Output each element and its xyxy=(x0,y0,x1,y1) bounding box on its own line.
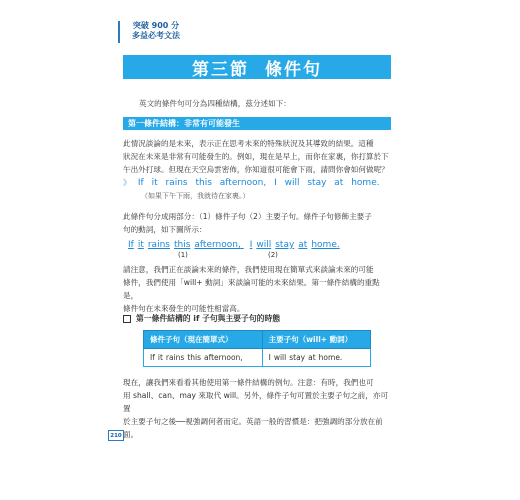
table-cell-main xyxy=(262,349,370,367)
clause-word: I xyxy=(249,240,253,250)
paragraph-line: 此條件句分成兩部分：（1）條件子句（2）主要子句。條件子句修飾主要子 xyxy=(123,212,372,221)
page-number: 210 xyxy=(108,430,124,441)
cell-word: I xyxy=(268,353,271,362)
clause-word: home. xyxy=(311,240,340,250)
cell-word: will xyxy=(273,353,287,362)
table-header-main: 主要子句（will+ 動詞） xyxy=(262,331,370,349)
book-tag xyxy=(118,21,188,43)
cell-word: stay xyxy=(289,353,306,362)
paragraph-line: 條件，我們使用「will+ 動詞」來談論可能的未來結果。第一條件結構的重點是， xyxy=(123,278,380,300)
clause-number-2: (2) xyxy=(268,251,278,259)
cell-word: home. xyxy=(318,353,343,362)
checkbox-icon xyxy=(123,315,131,323)
clause-word: will xyxy=(256,240,272,250)
book-tag-line1: 突破 900 分 xyxy=(132,21,180,30)
condition-clause xyxy=(128,240,244,250)
cell-word: it xyxy=(157,353,163,362)
example-word: stay xyxy=(307,178,327,188)
tense-table xyxy=(143,330,371,367)
example-word: afternoon, xyxy=(219,178,267,188)
cell-word: at xyxy=(308,353,316,362)
cell-word: afternoon, xyxy=(204,353,243,362)
paragraph-line: 條件句在未來發生的可能性相當高。 xyxy=(123,304,245,313)
paragraph-line: 午出外打球。但現在天空烏雲密佈，你知道很可能會下雨，請問你會如何做呢？ xyxy=(123,165,389,174)
table-row xyxy=(144,349,371,367)
clause-word: rains xyxy=(147,240,170,250)
paragraph-line: 於主要子句之後──視強調何者而定。英語一般的習慣是：把強調的部分放在前 xyxy=(123,417,383,426)
example-sentence xyxy=(123,177,385,188)
paragraph-line: 面。 xyxy=(123,430,139,439)
clause-number-1: (1) xyxy=(178,251,188,259)
table-heading-text: 第一條件結構的 if 子句與主要子句的時態 xyxy=(136,314,281,323)
clause-word: stay xyxy=(275,240,295,250)
paragraph-3 xyxy=(123,263,393,315)
paragraph-line: 現在，讓我們來看看其他使用第一條件結構的例句。注意：有時，我們也可 xyxy=(123,378,374,387)
paragraph-line: 句的動詞，如下圖所示： xyxy=(123,225,207,234)
split-sentence xyxy=(128,240,340,250)
section-label: 第三節 xyxy=(192,59,249,80)
example-word: rains xyxy=(165,178,188,188)
section-title: 條件句 xyxy=(265,59,322,80)
paragraph-2 xyxy=(123,210,393,236)
paragraph-line: 請注意，我們正在談論未來的條件，我們使用現在簡單式來談論未來的可能 xyxy=(123,265,374,274)
clause-word: afternoon, xyxy=(194,240,241,250)
table-cell-condition xyxy=(144,349,263,367)
paragraph-line: 用 shall、can、may 來取代 will。另外，條件子句可置於主要子句之前，亦可置 xyxy=(123,391,389,413)
example-word: this xyxy=(195,178,212,188)
main-clause xyxy=(250,240,340,250)
example-word: If xyxy=(137,178,144,188)
example-word: at xyxy=(334,178,344,188)
cell-word: this xyxy=(187,353,202,362)
cell-word: rains xyxy=(165,353,185,362)
paragraph-line: 狀況在未來是非常有可能發生的。例如，現在是早上，而你在家裏，你打算於下 xyxy=(123,152,389,161)
section-title-bar xyxy=(123,55,391,79)
clause-word: it xyxy=(137,240,144,250)
paragraph-line: 此情況談論的是未來，表示正在思考未來的特殊狀況及其導致的結果。這種 xyxy=(123,139,374,148)
example-word: home. xyxy=(351,178,380,188)
clause-word: this xyxy=(173,240,191,250)
cell-word: If xyxy=(150,353,155,362)
clause-word: at xyxy=(298,240,308,250)
intro-text: 英文的條件句可分為四種結構，茲分述如下： xyxy=(139,99,291,108)
example-word: will xyxy=(284,178,300,188)
example-word: it xyxy=(151,178,158,188)
example-word: I xyxy=(274,178,277,188)
paragraph-1 xyxy=(123,137,393,176)
paragraph-4 xyxy=(123,376,393,441)
book-tag-line2: 多益必考文法 xyxy=(132,31,180,40)
table-header-condition: 條件子句（現在簡單式） xyxy=(144,331,263,349)
example-marker-icon: 》 xyxy=(123,178,131,187)
example-words xyxy=(138,178,385,188)
example-translation: （如果下午下雨，我就待在家裏。） xyxy=(141,192,250,200)
table-header-row xyxy=(144,331,371,349)
table-heading xyxy=(123,313,280,324)
clause-word: If xyxy=(128,240,134,250)
heading-first-conditional: 第一條件結構：非常有可能發生 xyxy=(123,117,391,130)
